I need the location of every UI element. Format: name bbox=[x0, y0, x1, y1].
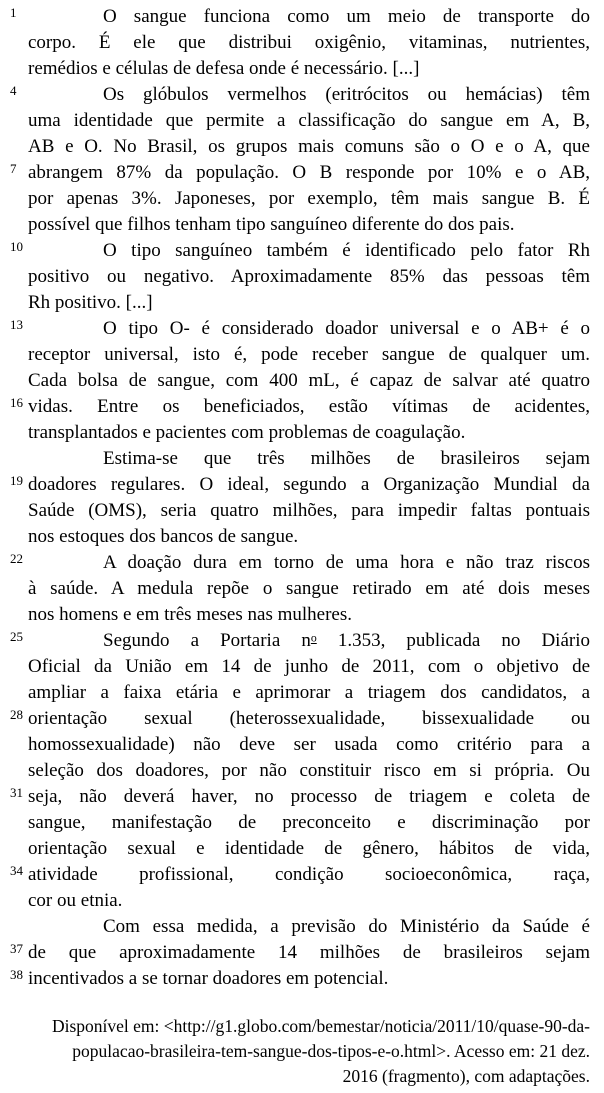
passage-line bbox=[10, 862, 590, 888]
line-number: 10 bbox=[10, 239, 23, 254]
passage-line-text: corpo. É ele que distribui oxigênio, vitaminas, nutrientes, bbox=[28, 32, 590, 53]
passage-line-text: Estima-se que três milhões de brasileiros sejam bbox=[103, 448, 590, 469]
passage-line-text: Rh positivo. [...] bbox=[28, 292, 153, 313]
citation bbox=[0, 1014, 604, 1089]
line-number: 37 bbox=[10, 941, 23, 956]
passage-line-text: A doação dura em torno de uma hora e não traz riscos bbox=[103, 552, 590, 573]
line-number: 38 bbox=[10, 967, 23, 982]
passage-line-text: Com essa medida, a previsão do Ministério da Saúde é bbox=[103, 916, 590, 937]
line-number: 28 bbox=[10, 707, 23, 722]
passage-line bbox=[28, 680, 590, 706]
passage-line bbox=[28, 810, 590, 836]
passage-line-text: O tipo sanguíneo também é identificado pelo fator Rh bbox=[103, 240, 590, 261]
citation-line: Disponível em: <http://g1.globo.com/bemestar/noticia/2011/10/quase-90-da- bbox=[51, 1016, 590, 1036]
passage-line-text: à saúde. A medula repõe o sangue retirado em até dois meses bbox=[28, 578, 590, 599]
line-number: 22 bbox=[10, 551, 23, 566]
passage-line-text: seleção dos doadores, por não constituir risco em si própria. Ou bbox=[28, 760, 590, 781]
passage-line-text: vidas. Entre os beneficiados, estão vítimas de acidentes, bbox=[28, 396, 590, 417]
passage-line-text: sangue, manifestação de preconceito e discriminação por bbox=[28, 812, 590, 833]
line-number: 25 bbox=[10, 629, 23, 644]
passage-line-text: cor ou etnia. bbox=[28, 890, 123, 911]
line-number: 1 bbox=[10, 5, 17, 20]
passage-line-text: nos estoques dos bancos de sangue. bbox=[28, 526, 299, 547]
passage-line bbox=[28, 368, 590, 394]
ordinal-indicator: o bbox=[310, 631, 317, 645]
passage-line bbox=[10, 940, 590, 966]
passage-line-text: Segundo a Portaria $n^o$ 1.353, publicada no Diário bbox=[103, 630, 591, 651]
passage-line-text: ampliar a faixa etária e aprimorar a triagem dos candidatos, a bbox=[28, 682, 590, 703]
citation-line: populacao-brasileira-tem-sangue-dos-tipos-e-o.html>. Acesso em: 21 dez. bbox=[72, 1041, 590, 1061]
passage-line bbox=[10, 706, 590, 732]
passage-line bbox=[10, 550, 590, 576]
passage-line bbox=[28, 134, 590, 160]
passage-line-text: receptor universal, isto é, pode receber sangue de qualquer um. bbox=[28, 344, 590, 365]
passage-line bbox=[28, 342, 590, 368]
passage-line-text: Os glóbulos vermelhos (eritrócitos ou hemácias) têm bbox=[103, 84, 590, 105]
passage-line-text: uma identidade que permite a classificação do sangue em A, B, bbox=[28, 110, 590, 131]
passage-line-text: Saúde (OMS), seria quatro milhões, para impedir faltas pontuais bbox=[28, 500, 590, 521]
passage-line bbox=[10, 316, 590, 342]
passage-line bbox=[28, 56, 590, 82]
passage-line bbox=[10, 4, 590, 30]
passage-line bbox=[28, 602, 590, 628]
line-number: 13 bbox=[10, 317, 23, 332]
passage-line-text: doadores regulares. O ideal, segundo a Organização Mundial da bbox=[28, 474, 590, 495]
passage-line-text: orientação sexual (heterossexualidade, bissexualidade ou bbox=[28, 708, 590, 729]
line-number: 34 bbox=[10, 863, 23, 878]
passage-line-text: homossexualidade) não deve ser usada como critério para a bbox=[28, 734, 590, 755]
passage-line bbox=[28, 888, 590, 914]
passage-line bbox=[28, 654, 590, 680]
line-number: 19 bbox=[10, 473, 23, 488]
passage-line bbox=[10, 82, 590, 108]
citation-line: 2016 (fragmento), com adaptações. bbox=[342, 1066, 590, 1086]
passage-line bbox=[10, 238, 590, 264]
passage-line bbox=[10, 472, 590, 498]
passage-line-text: Oficial da União em 14 de junho de 2011, com o objetivo de bbox=[28, 656, 590, 677]
passage-line bbox=[28, 264, 590, 290]
passage-line bbox=[10, 784, 590, 810]
passage-line-text: remédios e células de defesa onde é necessário. [...] bbox=[28, 58, 420, 79]
passage-line-text: possível que filhos tenham tipo sanguíneo diferente do dos pais. bbox=[28, 214, 515, 235]
passage-line bbox=[28, 186, 590, 212]
passage-line bbox=[10, 966, 590, 992]
line-number: 31 bbox=[10, 785, 23, 800]
passage-line bbox=[28, 524, 590, 550]
passage-line bbox=[28, 108, 590, 134]
passage-line bbox=[28, 836, 590, 862]
passage-line-text: incentivados a se tornar doadores em potencial. bbox=[28, 968, 389, 989]
passage-line bbox=[28, 30, 590, 56]
passage-line-text: abrangem 87% da população. O B responde por 10% e o AB, bbox=[28, 162, 590, 183]
passage-line bbox=[28, 732, 590, 758]
passage-line-text: atividade profissional, condição socioeconômica, raça, bbox=[28, 864, 590, 885]
passage-line-text: seja, não deverá haver, no processo de triagem e coleta de bbox=[28, 786, 590, 807]
passage-line-text: nos homens e em três meses nas mulheres. bbox=[28, 604, 352, 625]
passage-line bbox=[10, 160, 590, 186]
passage-line bbox=[28, 498, 590, 524]
passage-line bbox=[28, 290, 590, 316]
passage-line bbox=[10, 394, 590, 420]
line-number: 16 bbox=[10, 395, 23, 410]
passage-line bbox=[28, 914, 590, 940]
passage-line bbox=[28, 420, 590, 446]
passage-line-text: O tipo O- é considerado doador universal e o AB+ é o bbox=[103, 318, 590, 339]
passage-line-text: O sangue funciona como um meio de transporte do bbox=[103, 6, 590, 27]
line-number: 7 bbox=[10, 161, 17, 176]
passage-line-text: Cada bolsa de sangue, com 400 mL, é capaz de salvar até quatro bbox=[28, 370, 590, 391]
passage-line bbox=[28, 446, 590, 472]
passage-line-text: por apenas 3%. Japoneses, por exemplo, têm mais sangue B. É bbox=[28, 188, 590, 209]
passage-line-text: de que aproximadamente 14 milhões de brasileiros sejam bbox=[28, 942, 590, 963]
line-number: 4 bbox=[10, 83, 17, 98]
passage-line bbox=[28, 212, 590, 238]
passage-line-text: AB e O. No Brasil, os grupos mais comuns são o O e o A, que bbox=[28, 136, 590, 157]
passage-line bbox=[10, 628, 591, 654]
passage-line-text: positivo ou negativo. Aproximadamente 85% das pessoas têm bbox=[28, 266, 590, 287]
passage-line-text: transplantados e pacientes com problemas de coagulação. bbox=[28, 422, 466, 443]
passage-line bbox=[28, 576, 590, 602]
passage-line-text: orientação sexual e identidade de gênero, hábitos de vida, bbox=[28, 838, 590, 859]
passage-line bbox=[28, 758, 590, 784]
